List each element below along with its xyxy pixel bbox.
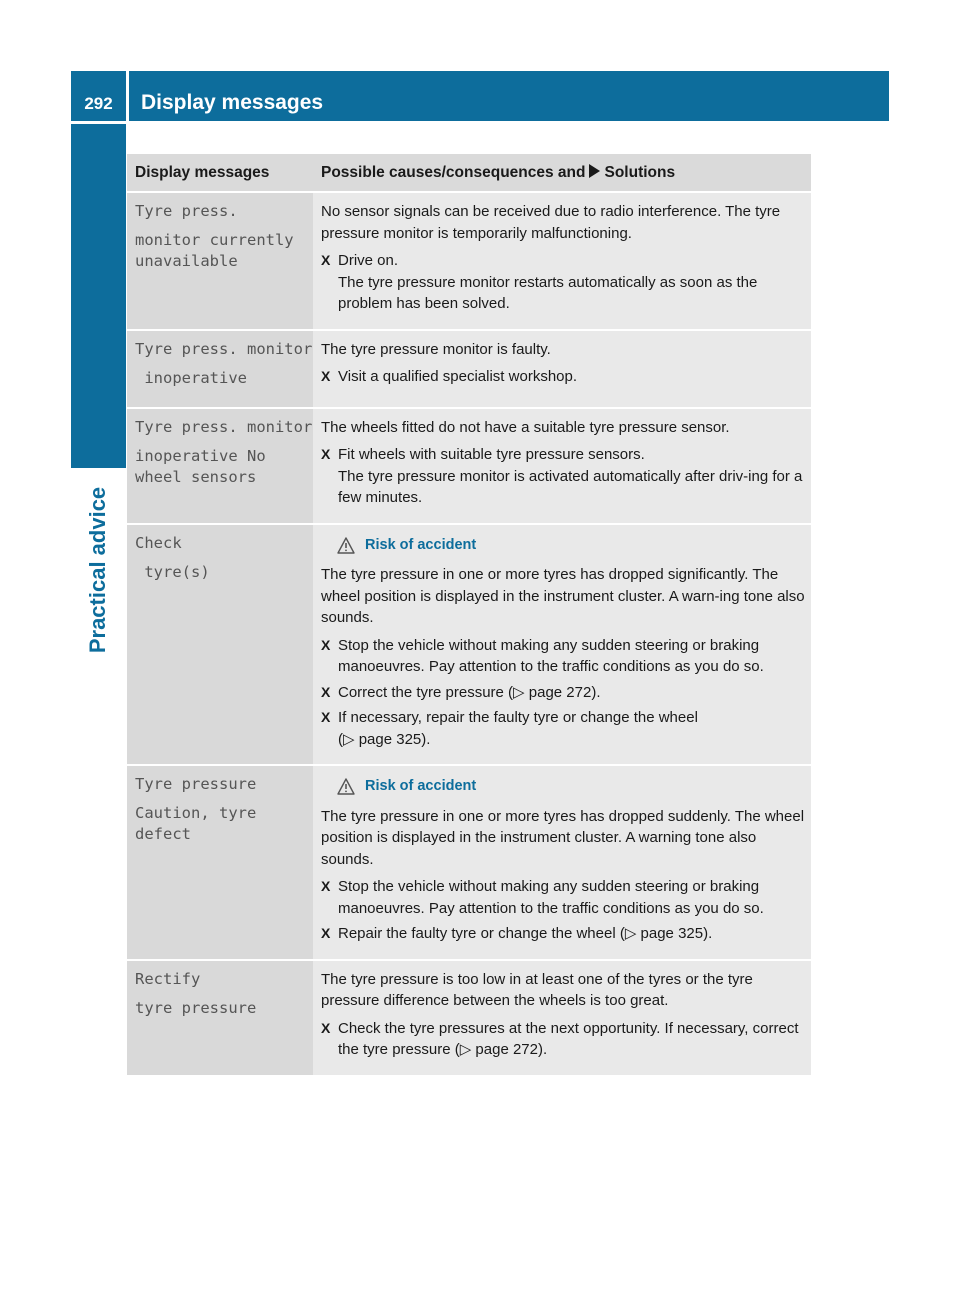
solution-cell [313, 331, 811, 407]
risk-warning [321, 776, 805, 798]
display-message-text: Check [135, 533, 182, 552]
table-row [127, 525, 811, 767]
solution-step-text: Drive on. The tyre pressure monitor restarts automatically as soon as the problem has been solved. [338, 252, 758, 312]
risk-label: Risk of accident [365, 778, 477, 794]
table-row [127, 766, 811, 961]
step-marker-icon: X [321, 1019, 331, 1036]
display-message-text: tyre pressure [135, 998, 257, 1017]
solution-step-text: Stop the vehicle without making any sudden steering or braking manoeuvres. Pay attention to the traffic conditions as you do so. [338, 878, 764, 917]
step-marker-icon: X [321, 709, 331, 725]
header-causes-solutions [313, 164, 811, 182]
section-label-text: Practical advice [85, 486, 111, 654]
step-marker-icon: X [321, 368, 331, 384]
solution-step [321, 682, 805, 704]
solution-step [321, 923, 805, 945]
solution-step [321, 876, 805, 919]
solution-cell [313, 409, 811, 523]
solution-cell [313, 525, 811, 765]
header-solutions-text: Solutions [604, 163, 676, 181]
page-header [71, 71, 889, 121]
cause-text: No sensor signals can be received due to radio interference. The tyre pressure monitor is temporarily malfunctioning. [321, 203, 781, 242]
message-cell [127, 525, 313, 765]
solution-cell [313, 766, 811, 959]
header-causes-text: Possible causes/consequences and [321, 163, 586, 181]
table-row [127, 331, 811, 409]
section-tab [71, 124, 126, 468]
solution-step [321, 250, 805, 315]
display-message-text: Tyre press. [135, 202, 238, 220]
display-message-text: Tyre press. monitor [135, 339, 313, 358]
display-message-text: Tyre pressure [135, 775, 257, 793]
solution-step-text: Check the tyre pressures at the next opportunity. If necessary, correct the tyre pressure (▷ page 272). [338, 1019, 799, 1058]
cause-text: The tyre pressure in one or more tyres has dropped significantly. The wheel position is displayed in the instrument cluster. A warn-ing tone also sounds. [321, 566, 805, 626]
chapter-title: Display messages [129, 71, 889, 121]
warning-triangle-icon [337, 537, 355, 554]
solution-step-text: Fit wheels with suitable tyre pressure sensors. The tyre pressure monitor is activated automatically after driv-ing for a few minutes. [338, 446, 803, 506]
message-cell [127, 409, 313, 523]
solution-cell [313, 961, 811, 1075]
solution-step-text: Repair the faulty tyre or change the wheel (▷ page 325). [338, 925, 713, 942]
step-marker-icon: X [321, 636, 331, 653]
cause-text: The tyre pressure monitor is faulty. [321, 340, 551, 358]
display-message-text: Caution, tyre defect [135, 804, 257, 843]
step-marker-icon: X [321, 925, 331, 941]
display-message-text: inoperative [135, 368, 247, 387]
solution-step [321, 1018, 805, 1061]
display-message-text: tyre(s) [135, 562, 210, 581]
table-row [127, 193, 811, 331]
step-marker-icon: X [321, 878, 331, 894]
header-display-messages: Display messages [135, 163, 270, 181]
display-message-text: monitor currently unavailable [135, 231, 294, 270]
solution-step [321, 635, 805, 678]
solution-step [321, 707, 805, 750]
display-message-text: Rectify [135, 969, 201, 988]
cause-text: The wheels fitted do not have a suitable tyre pressure sensor. [321, 418, 730, 436]
solution-step-text: Visit a qualified specialist workshop. [338, 368, 578, 385]
message-cell [127, 193, 313, 329]
warning-triangle-icon [337, 778, 355, 795]
table-row [127, 961, 811, 1077]
step-marker-icon: X [321, 252, 331, 268]
section-label [71, 470, 126, 670]
solution-cell [313, 193, 811, 329]
message-cell [127, 961, 313, 1075]
solution-step-text: Correct the tyre pressure (▷ page 272). [338, 683, 601, 701]
message-cell [127, 331, 313, 407]
display-message-text: inoperative No wheel sensors [135, 446, 266, 486]
risk-label: Risk of accident [365, 536, 477, 553]
solution-step [321, 444, 805, 509]
solution-step [321, 366, 805, 388]
table-row [127, 409, 811, 525]
cause-text: The tyre pressure in one or more tyres has dropped suddenly. The wheel position is displayed in the instrument cluster. A warning tone also sounds. [321, 807, 805, 868]
display-message-text: Tyre press. monitor [135, 417, 313, 436]
solution-step-text: If necessary, repair the faulty tyre or change the wheel (▷ page 325). [338, 709, 698, 748]
cause-text: The tyre pressure is too low in at least one of the tyres or the tyre pressure difference between the wheels is too great. [321, 970, 753, 1009]
step-marker-icon: X [321, 446, 331, 462]
solution-step-text: Stop the vehicle without making any sudden steering or braking manoeuvres. Pay attention to the traffic conditions as you do so. [338, 636, 764, 675]
display-messages-table [127, 154, 811, 1077]
play-arrow-icon [589, 164, 600, 178]
table-header [127, 154, 811, 193]
risk-warning [321, 535, 805, 557]
message-cell [127, 766, 313, 959]
step-marker-icon: X [321, 683, 331, 700]
page-number: 292 [71, 71, 126, 121]
table-body [127, 193, 811, 1077]
